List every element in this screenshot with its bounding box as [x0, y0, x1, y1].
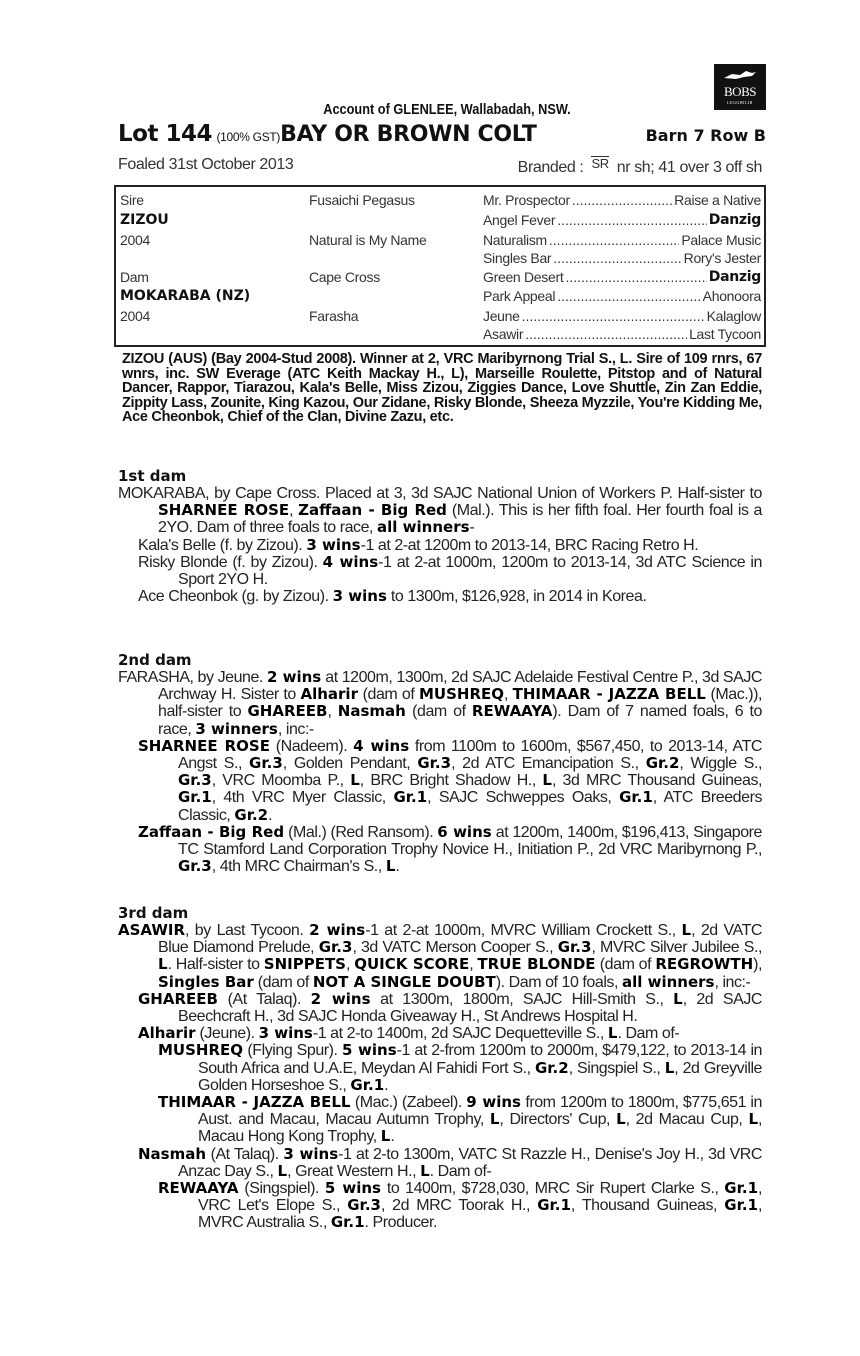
dam-year: 2004 [120, 308, 150, 324]
entry-text: to 1300m, $126,928, in 2014 in Korea. [386, 588, 647, 606]
entry-text: from 1100m to 1600m, $567,450, to 2013-14, ATC Angst S., [178, 737, 763, 773]
pedigree-entry [118, 485, 762, 537]
pedigree-entry [118, 1025, 762, 1042]
bold-text: REGROWTH [655, 955, 754, 974]
entry-text: (Mac.) (Zabeel). [350, 1094, 467, 1112]
bold-text: 2 wins [310, 989, 371, 1008]
bold-text: THIMAAR - JAZZA BELL [512, 685, 706, 704]
bold-text: 2 wins [309, 921, 366, 939]
bold-text: Gr.1 [724, 1196, 758, 1215]
entry-text: , 2d ATC Emancipation S., [451, 755, 646, 773]
ancestor-sire-name: Danzig [708, 212, 761, 228]
bold-text: L [277, 1161, 288, 1180]
bold-text: THIMAAR - JAZZA BELL [158, 1093, 351, 1112]
bold-text: 9 wins [466, 1093, 521, 1112]
barn-location: Barn 7 Row B [645, 126, 766, 145]
bold-text: 3 wins [332, 587, 387, 606]
entry-text: (Mal.). This is her fifth foal. Her fourth foal is a 2YO. Dam of three foals to race, [158, 502, 762, 537]
sire-dam: Natural is My Name [309, 232, 427, 248]
bold-text: QUICK SCORE [354, 955, 470, 974]
entry-text: FARASHA, by Jeune. [118, 669, 267, 686]
bold-text: Gr.3 [249, 754, 283, 773]
bold-text: 3 winners [195, 719, 278, 738]
entry-text: , Great Western H., [287, 1162, 421, 1180]
entry-text: Risky Blonde (f. by Zizou). [138, 553, 323, 571]
entry-text: , [345, 956, 355, 974]
ancestor-name: Naturalism [483, 232, 547, 248]
entry-text: , VRC Moomba P., [211, 772, 351, 790]
ancestor-sire-name: Rory's Jester [683, 250, 761, 266]
entry-text: Ace Cheonbok (g. by Zizou). [138, 588, 333, 606]
pedigree-grandparent-row [483, 250, 761, 266]
entry-text: . [395, 858, 400, 876]
sire-sire: Fusaichi Pegasus [309, 192, 415, 208]
ancestor-name: Park Appeal [483, 288, 556, 304]
bold-text: Gr.3 [178, 857, 212, 876]
pedigree-entry [118, 1094, 762, 1146]
pedigree-entry [118, 554, 762, 588]
bold-text: Gr.3 [318, 938, 353, 957]
pedigree-entry [118, 991, 762, 1025]
entry-text: , VRC Let's Elope S., [198, 1180, 763, 1215]
pedigree-entry [118, 588, 762, 605]
ancestor-sire-name: Danzig [708, 269, 761, 285]
bold-text: 5 wins [341, 1041, 397, 1060]
bold-text: L [673, 989, 683, 1008]
entry-text: to 1400m, $728,030, MRC Sir Rupert Clarke S., [380, 1180, 725, 1198]
bold-text: 6 wins [437, 822, 492, 841]
bold-text: MUSHREQ [418, 685, 504, 704]
bold-text: SNIPPETS [263, 955, 346, 974]
bold-text: L [385, 857, 396, 876]
bold-text: 4 wins [353, 736, 410, 755]
entry-text: , MVRC Silver Jubilee S., [591, 939, 762, 957]
pedigree-grandparent-row [483, 269, 761, 285]
pedigree-entry [118, 738, 762, 824]
horse-description: BAY OR BROWN COLT [280, 122, 537, 147]
entry-text: , Directors' Cup, [499, 1111, 617, 1129]
bold-text: REWAAYA [158, 1179, 239, 1198]
leader-dots [565, 269, 706, 285]
bold-text: SHARNEE ROSE [138, 736, 270, 755]
entry-text: , SAJC Schweppes Oaks, [427, 789, 620, 807]
vendor-account: Account of GLENLEE, Wallabadah, NSW. [323, 101, 571, 118]
entry-text: -1 at 2-at 1000m, 1200m to 2013-14, 3d ATC Science in Sport 2YO H. [178, 553, 762, 589]
pedigree-grandparent-row [483, 326, 761, 342]
bold-text: NOT A SINGLE DOUBT [312, 972, 496, 991]
entry-text: (Flying Spur). [243, 1042, 342, 1060]
entry-text: , BRC Bright Shadow H., [359, 772, 543, 790]
leader-dots [522, 308, 705, 324]
sire-label: Sire [120, 192, 144, 208]
entry-text: , 4th MRC Chairman's S., [211, 858, 386, 876]
entry-text: - [469, 519, 475, 537]
ancestor-sire-name: Last Tycoon [689, 326, 761, 342]
entry-text: , Golden Pendant, [282, 755, 418, 773]
entry-text: , 2d VATC Blue Diamond Prelude, [158, 922, 762, 957]
leader-dots [553, 250, 681, 266]
bold-text: 3 wins [283, 1144, 339, 1163]
ancestor-sire-name: Raise a Native [674, 192, 761, 208]
entry-text: (dam of [253, 973, 313, 991]
ancestor-name: Green Desert [483, 269, 564, 285]
bold-text: 3 wins [258, 1024, 313, 1043]
dam-section [118, 468, 762, 605]
ancestor-sire-name: Ahonoora [702, 288, 761, 304]
section-heading: 1st dam [118, 467, 187, 485]
entry-text: ). Dam of 7 named foals, 6 to race, [158, 703, 762, 738]
bold-text: all winners [377, 518, 470, 537]
entry-text: (At Talaq). [217, 990, 311, 1008]
bold-text: L [489, 1110, 500, 1129]
bold-text: L [350, 771, 360, 790]
ancestor-name: Mr. Prospector [483, 192, 570, 208]
bold-text: Gr.3 [557, 938, 592, 957]
entry-text: . Producer. [364, 1214, 437, 1232]
entry-text: MOKARABA, by Cape Cross. Placed at 3, 3d SAJC National Union of Workers P. Half-sister to [118, 485, 762, 502]
ancestor-name: Asawir [483, 326, 524, 342]
pedigree-entry [118, 537, 762, 554]
lot-number: Lot 144 [118, 121, 212, 147]
dam-section [118, 652, 762, 875]
bold-text: L [420, 1161, 430, 1180]
entry-text: -1 at 2-to 1300m, VATC St Razzle H., Denise's Joy H., 3d VRC Anzac Day S., [178, 1145, 762, 1180]
entry-text: (Singspiel). [238, 1180, 325, 1198]
bold-text: Gr.1 [178, 788, 212, 807]
horse-logo-icon [722, 70, 758, 80]
dam-sire: Cape Cross [309, 269, 380, 285]
bold-text: L [748, 1110, 758, 1129]
bold-text: Alharir [138, 1024, 196, 1043]
bold-text: Gr.1 [537, 1196, 571, 1215]
bold-text: Gr.1 [393, 788, 428, 807]
pedigree-entry [118, 1146, 762, 1180]
entry-text: , MVRC Australia S., [198, 1197, 762, 1232]
entry-text: , 2d Greyville Golden Horseshoe S., [198, 1059, 762, 1094]
entry-text: (dam of [405, 703, 472, 721]
dam-dam: Farasha [309, 308, 359, 324]
bold-text: ASAWIR [118, 921, 186, 939]
entry-text: -1 at 2-from 1200m to 2000m, $479,122, to 2013-14 in South Africa and U.A.E, Meydan Al Fahidi Fort S., [198, 1042, 763, 1077]
dam-section [118, 905, 762, 1232]
entry-text: at 1200m, 1400m, $196,413, Singapore TC Stamford Land Corporation Trophy Novice H., Initiation P., 2d VRC Maribyrnong P., [178, 823, 762, 859]
bold-text: Gr.2 [645, 754, 680, 773]
bold-text: SHARNEE ROSE [158, 501, 290, 520]
entry-text: , by Last Tycoon. [185, 922, 310, 939]
ancestor-sire-name: Palace Music [681, 232, 761, 248]
section-heading: 3rd dam [118, 904, 189, 922]
pedigree-grandparent-row [483, 308, 761, 324]
entry-text: -1 at 2-at 1200m to 2013-14, BRC Racing Retro H. [360, 536, 699, 554]
entry-text: . [390, 1128, 395, 1146]
bold-text: L [158, 955, 168, 974]
entry-text: ), [753, 956, 762, 974]
ancestor-name: Singles Bar [483, 250, 552, 266]
entry-text: , inc:- [277, 720, 314, 738]
bold-text: TRUE BLONDE [477, 955, 596, 974]
pedigree-table [114, 185, 766, 347]
bold-text: Gr.3 [347, 1196, 381, 1215]
brand-info [518, 156, 762, 177]
bold-text: Gr.2 [234, 805, 269, 824]
entry-text: , Thousand Guineas, [570, 1197, 725, 1215]
entry-text: -1 at 2-at 1000m, MVRC William Crockett S., [365, 922, 682, 939]
bold-text: Singles Bar [158, 972, 254, 991]
entry-text: , 3d VATC Merson Cooper S., [352, 939, 558, 957]
bold-text: 4 wins [322, 552, 379, 571]
pedigree-grandparent-row [483, 232, 761, 248]
bold-text: Gr.3 [178, 771, 212, 790]
entry-text: , [504, 686, 513, 704]
entry-text: , [327, 703, 338, 721]
bold-text: Gr.1 [619, 788, 653, 807]
pedigree-entry [118, 1180, 762, 1232]
entry-text: (dam of [595, 956, 656, 974]
entry-text: -1 at 2-to 1400m, 2d SAJC Dequetteville S., [312, 1025, 608, 1043]
entry-text: (Jeune). [195, 1025, 259, 1043]
entry-text: (Mac.)), half-sister to [158, 686, 762, 721]
bold-text: REWAAYA [471, 702, 553, 721]
bold-text: Zaffaan - Big Red [298, 501, 447, 520]
leader-dots [549, 232, 679, 248]
bold-text: L [380, 1127, 391, 1146]
sire-year: 2004 [120, 232, 150, 248]
section-heading: 2nd dam [118, 651, 192, 669]
pedigree-entry [118, 669, 762, 738]
bold-text: L [607, 1024, 618, 1043]
entry-text: at 1300m, 1800m, SAJC Hill-Smith S., [370, 990, 674, 1008]
entry-text: . [384, 1076, 389, 1094]
bold-text: Nasmah [337, 702, 406, 721]
entry-text: (Mal.) (Red Ransom). [284, 823, 438, 841]
entry-text: (dam of [357, 686, 419, 704]
entry-text: from 1200m to 1800m, $775,651 in Aust. and Macau, Macau Autumn Trophy, [198, 1094, 762, 1129]
bold-text: Nasmah [138, 1144, 207, 1163]
entry-text: (Nadeem). [269, 737, 354, 755]
bold-text: Alharir [300, 685, 358, 704]
bold-text: 5 wins [324, 1179, 381, 1198]
bold-text: L [681, 921, 692, 939]
bold-text: Zaffaan - Big Red [138, 822, 285, 841]
entry-text: , inc:- [714, 973, 751, 991]
lot-title [118, 121, 766, 149]
leader-dots [572, 192, 672, 208]
pedigree-entry [118, 1042, 762, 1094]
leader-dots [557, 212, 707, 228]
leader-dots [557, 288, 700, 304]
entry-text: , Singspiel S., [568, 1059, 665, 1077]
ancestor-name: Jeune [483, 308, 520, 324]
branded-label: Branded : [517, 159, 584, 176]
ancestor-sire-name: Kalaglow [706, 308, 761, 324]
brand-mark: SR [591, 156, 609, 171]
bold-text: Gr.1 [350, 1075, 385, 1094]
ancestor-name: Angel Fever [483, 212, 556, 228]
entry-text: . Dam of- [617, 1025, 680, 1043]
bold-text: L [616, 1110, 626, 1129]
pedigree-grandparent-row [483, 192, 761, 208]
sire-summary: ZIZOU (AUS) (Bay 2004-Stud 2008). Winner at 2, VRC Maribyrnong Trial S., L. Sire of 109 rnrs, 67 wnrs, inc. SW Everage (ATC Keith Mackay H., L), Marseille Roulette, Pitstop and of Natural Dancer, Rappor, Tiarazou, Kala's Belle, Miss Zizou, Ziggies Dance, Love Shuttle, Zin Zan Eddie, Zippity Lass, Zounite, King Kazou, Our Zidane, Risky Blonde, Sheeza Myzzile, You're Kidding Me, Ace Cheonbok, Chief of the Clan, Divine Zazu, etc. [122, 351, 762, 425]
foaled-date: Foaled 31st October 2013 [118, 156, 294, 173]
entry-text: . Dam of- [429, 1162, 492, 1180]
entry-text: (At Talaq). [206, 1145, 284, 1163]
entry-text: , 3d MRC Thousand Guineas, [551, 772, 762, 790]
entry-text: , [289, 502, 299, 520]
leader-dots [525, 326, 687, 342]
bold-text: L [664, 1058, 675, 1077]
dam-name: MOKARABA (NZ) [120, 288, 251, 304]
entry-text: , Wiggle S., [679, 755, 762, 773]
entry-text: , 4th VRC Myer Classic, [211, 789, 394, 807]
entry-text: , [469, 956, 478, 974]
pedigree-grandparent-row [483, 288, 761, 304]
bold-text: Gr.1 [724, 1179, 759, 1198]
entry-text: , Macau Hong Kong Trophy, [198, 1111, 762, 1146]
entry-text: . Half-sister to [167, 956, 264, 974]
bold-text: Gr.1 [330, 1213, 365, 1232]
bold-text: GHAREEB [247, 702, 328, 721]
bobs-logo: BOBS LEGGHILIR [714, 64, 766, 110]
entry-text: Kala's Belle (f. by Zizou). [138, 536, 307, 554]
entry-text: , ATC Breeders Classic, [178, 789, 762, 824]
bold-text: GHAREEB [138, 989, 218, 1008]
bold-text: Gr.2 [534, 1058, 569, 1077]
entry-text: , 2d Macau Cup, [625, 1111, 749, 1129]
entry-text: at 1200m, 1300m, 2d SAJC Adelaide Festival Centre P., 3d SAJC Archway H. Sister to [158, 669, 763, 704]
bold-text: Gr.3 [417, 754, 452, 773]
gst-note: (100% GST) [216, 130, 281, 144]
pedigree-entry [118, 922, 762, 991]
pedigree-grandparent-row [483, 212, 761, 228]
entry-text: , 2d MRC Toorak H., [380, 1197, 538, 1215]
bold-text: L [542, 771, 552, 790]
bold-text: all winners [621, 972, 715, 991]
sire-name: ZIZOU [120, 212, 169, 228]
bold-text: 3 wins [306, 535, 361, 554]
bold-text: 2 wins [266, 668, 322, 686]
brand-description: nr sh; 41 over 3 off sh [616, 159, 762, 176]
entry-text: ). Dam of 10 foals, [495, 973, 622, 991]
entry-text: . [268, 806, 273, 824]
entry-text: , 2d SAJC Beechcraft H., 3d SAJC Honda Giveaway H., St Andrews Hospital H. [178, 990, 762, 1026]
dam-label: Dam [120, 269, 149, 285]
bold-text: MUSHREQ [158, 1041, 244, 1060]
pedigree-entry [118, 824, 762, 876]
